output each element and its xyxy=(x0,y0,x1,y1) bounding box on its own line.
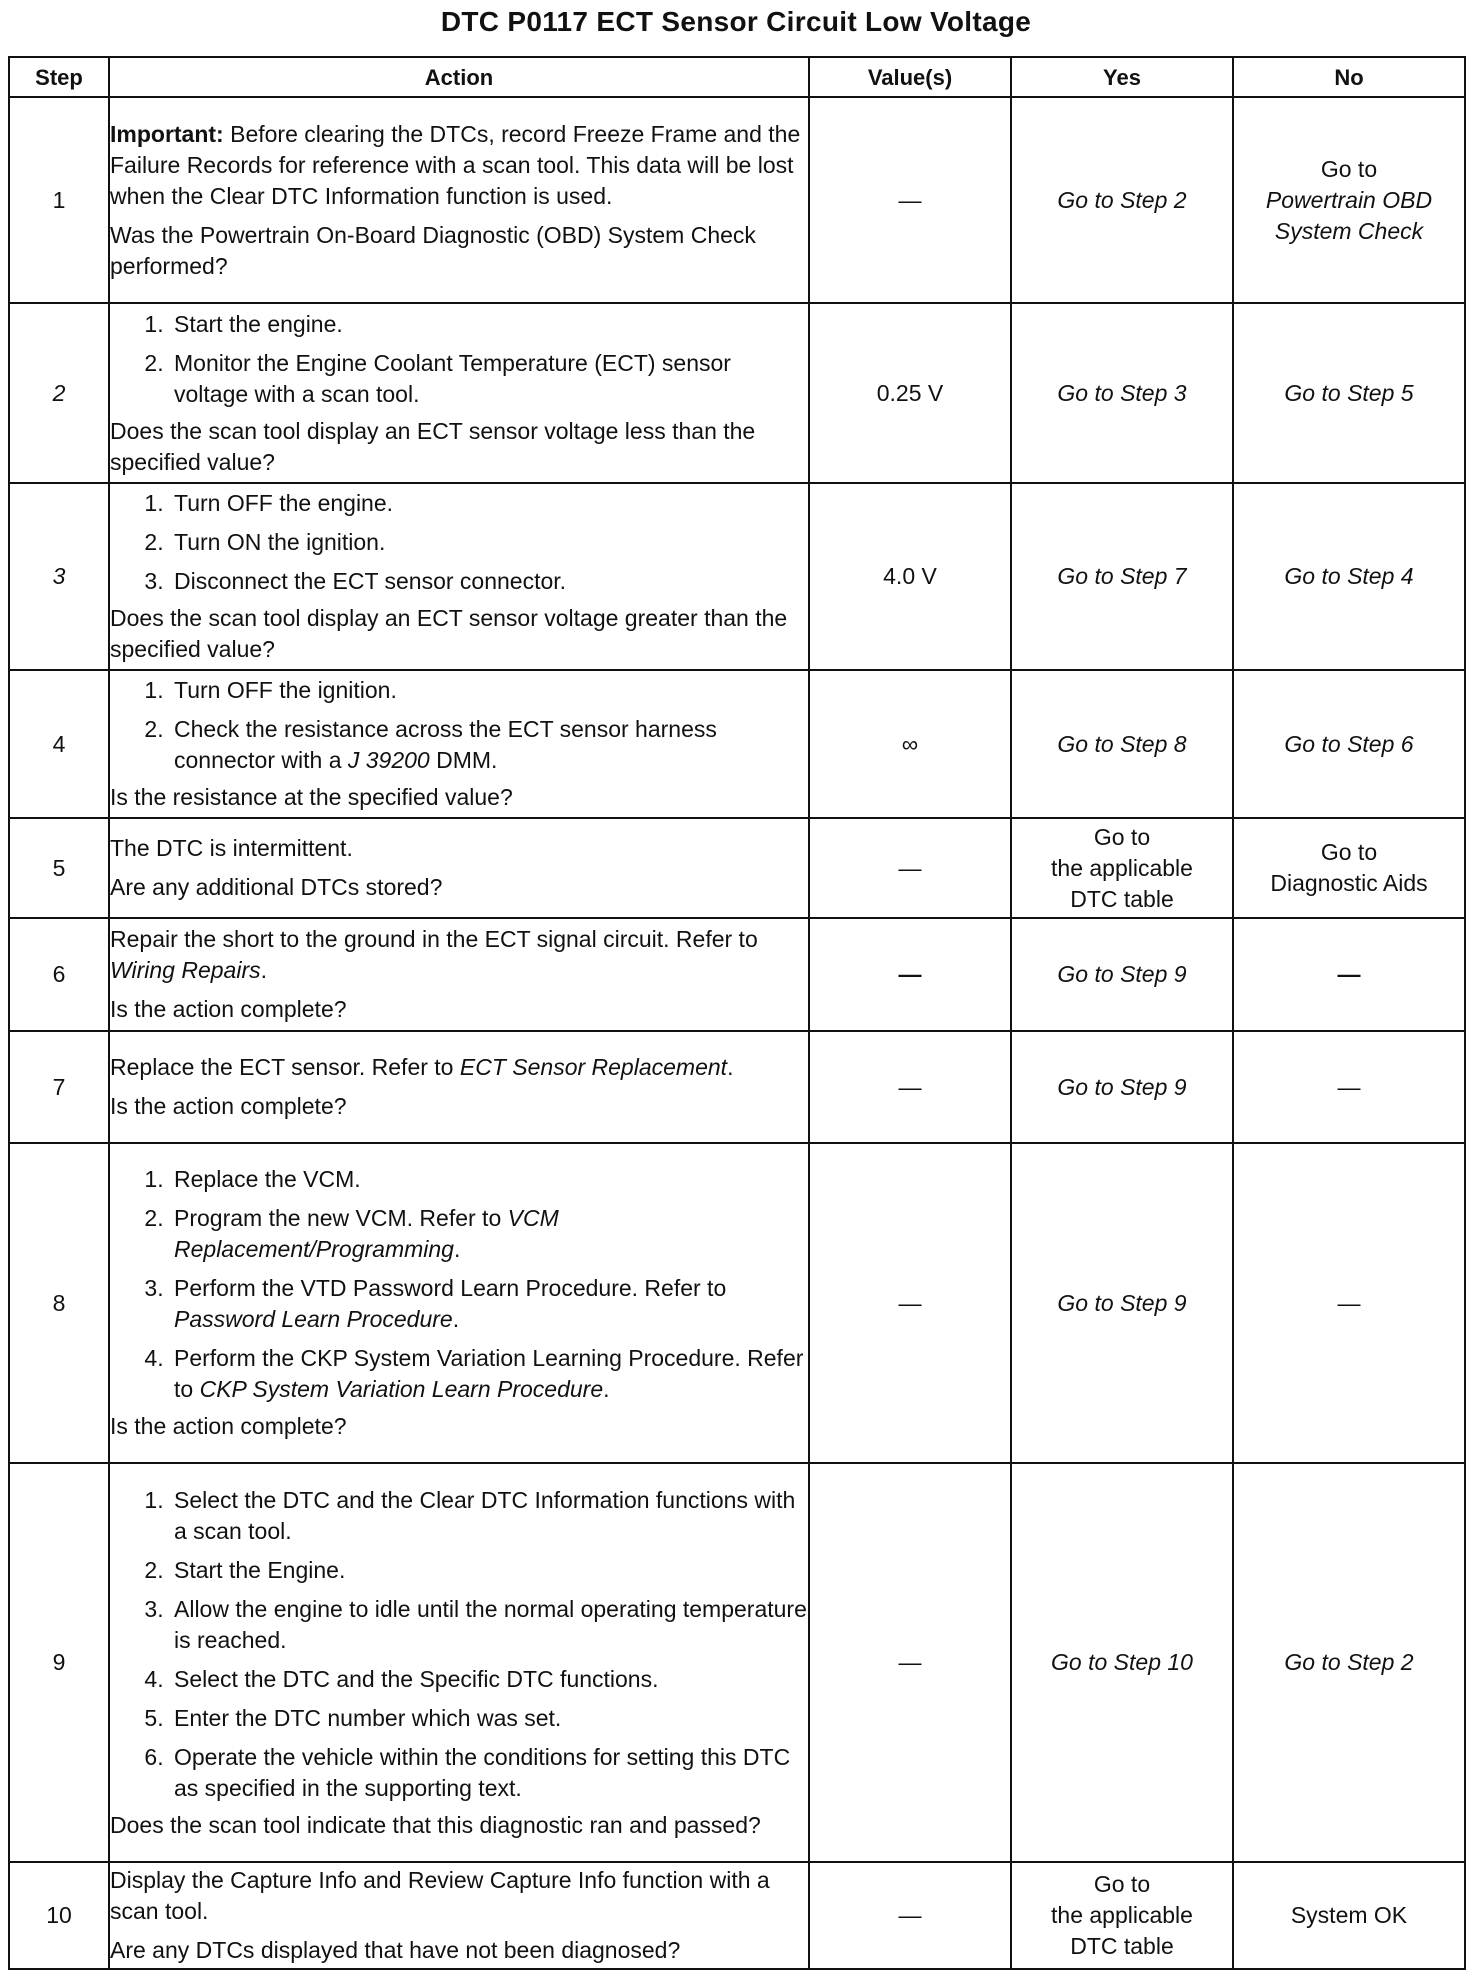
value-cell: — xyxy=(809,818,1011,918)
action-cell xyxy=(109,483,809,670)
list-item: 1. Replace the VCM. xyxy=(170,1164,808,1195)
action-cell xyxy=(109,1862,809,1969)
no-dash: — xyxy=(1337,961,1361,987)
value-cell: — xyxy=(809,1031,1011,1143)
table-row-step-6 xyxy=(9,918,1465,1031)
table-row-step-4 xyxy=(9,670,1465,818)
yes-cell xyxy=(1011,670,1233,818)
yes-link[interactable]: Go to Step 9 xyxy=(1057,1073,1187,1100)
header-action: Action xyxy=(109,57,809,97)
list-item: 2. Turn ON the ignition. xyxy=(170,527,808,558)
value-cell: 0.25 V xyxy=(809,303,1011,483)
question-text: Does the scan tool display an ECT sensor voltage less than the specified value? xyxy=(110,417,756,475)
list-item: 4. Select the DTC and the Specific DTC functions. xyxy=(170,1664,808,1695)
value-cell: 4.0 V xyxy=(809,483,1011,670)
question-text: Does the scan tool indicate that this diagnostic ran and passed? xyxy=(110,1811,761,1838)
yes-link[interactable]: Go to Step 9 xyxy=(1057,961,1187,987)
value-cell: — xyxy=(809,97,1011,303)
item-text: . xyxy=(453,1236,461,1262)
item-text: DMM. xyxy=(429,747,498,773)
header-yes: Yes xyxy=(1011,57,1233,97)
step-number: 1 xyxy=(9,97,109,303)
item-text: . xyxy=(603,1376,610,1402)
yes-cell xyxy=(1011,918,1233,1031)
list-item: 3. Disconnect the ECT sensor connector. xyxy=(170,566,808,597)
action-cell xyxy=(109,670,809,818)
action-text-post: . xyxy=(260,957,268,983)
yes-link[interactable]: Go to Step 3 xyxy=(1057,379,1187,406)
value-cell: ∞ xyxy=(809,670,1011,818)
reference-link[interactable]: Wiring Repairs xyxy=(110,957,261,983)
yes-cell xyxy=(1011,1143,1233,1463)
action-list xyxy=(110,488,808,597)
yes-cell xyxy=(1011,1862,1233,1969)
action-text-post: . xyxy=(727,1054,734,1080)
action-list xyxy=(110,309,808,410)
no-cell: System OK xyxy=(1233,1862,1465,1969)
no-cell xyxy=(1233,97,1465,303)
no-link[interactable]: Diagnostic Aids xyxy=(1270,870,1428,896)
no-link[interactable]: Go to Step 5 xyxy=(1284,379,1414,406)
reference-link[interactable]: VCM Replacement/Programming xyxy=(174,1205,559,1262)
reference-link[interactable]: ECT Sensor Replacement xyxy=(459,1054,728,1080)
question-text: Was the Powertrain On-Board Diagnostic (OBD) System Check performed? xyxy=(110,221,756,279)
no-cell xyxy=(1233,303,1465,483)
action-list xyxy=(110,1164,808,1405)
question-text: Is the action complete? xyxy=(110,996,347,1022)
header-no: No xyxy=(1233,57,1465,97)
yes-line-1: Go to xyxy=(1093,823,1151,850)
list-item: 3. Allow the engine to idle until the normal operating temperature is reached. xyxy=(170,1594,808,1656)
list-item xyxy=(170,1343,808,1405)
table-row-step-3 xyxy=(9,483,1465,670)
yes-link[interactable]: Go to Step 9 xyxy=(1057,1289,1187,1316)
no-link[interactable]: Go to Step 2 xyxy=(1284,1649,1414,1675)
action-cell xyxy=(109,818,809,918)
list-item: 1. Turn OFF the engine. xyxy=(170,488,808,519)
yes-line-3: DTC table xyxy=(1070,1933,1174,1959)
action-cell xyxy=(109,1463,809,1862)
action-cell xyxy=(109,303,809,483)
step-number: 6 xyxy=(9,918,109,1031)
question-text: Are any additional DTCs stored? xyxy=(110,874,443,900)
action-text xyxy=(110,1052,808,1083)
no-cell xyxy=(1233,818,1465,918)
tool-name: J 39200 xyxy=(347,747,430,773)
list-item: 6. Operate the vehicle within the conditions for setting this DTC as specified in the supporting text. xyxy=(170,1742,808,1804)
item-text: . xyxy=(452,1306,460,1332)
yes-cell xyxy=(1011,483,1233,670)
table-row-step-10 xyxy=(9,1862,1465,1969)
question-text: Are any DTCs displayed that have not been diagnosed? xyxy=(110,1937,681,1963)
no-cell xyxy=(1233,483,1465,670)
reference-link[interactable]: Password Learn Procedure xyxy=(174,1306,453,1332)
yes-line-1: Go to xyxy=(1093,1871,1151,1897)
action-text-pre: Replace the ECT sensor. Refer to xyxy=(110,1054,460,1080)
no-cell xyxy=(1233,670,1465,818)
item-text: Check the resistance across the ECT sensor harness connector with a xyxy=(174,716,717,773)
action-text xyxy=(110,924,808,986)
step-number: 7 xyxy=(9,1031,109,1143)
no-line-1: Go to xyxy=(1320,155,1378,182)
header-row xyxy=(9,57,1465,97)
action-list xyxy=(110,675,808,776)
diagnostic-table xyxy=(8,56,1466,1970)
yes-cell xyxy=(1011,1031,1233,1143)
action-text: Display the Capture Info and Review Capture Info function with a scan tool. xyxy=(110,1867,770,1924)
action-cell xyxy=(109,1031,809,1143)
step-number: 5 xyxy=(9,818,109,918)
value-cell: — xyxy=(809,1463,1011,1862)
page-title: DTC P0117 ECT Sensor Circuit Low Voltage xyxy=(440,6,1032,37)
value-cell: — xyxy=(809,1143,1011,1463)
table-row-step-7 xyxy=(9,1031,1465,1143)
value-cell: — xyxy=(809,1862,1011,1969)
header-step: Step xyxy=(9,57,109,97)
no-link[interactable]: Go to Step 4 xyxy=(1284,563,1414,589)
step-number: 2 xyxy=(9,303,109,483)
table-row-step-5 xyxy=(9,818,1465,918)
question-text: Is the action complete? xyxy=(110,1093,347,1119)
action-text-pre: Repair the short to the ground in the ECT signal circuit. Refer to xyxy=(110,926,758,952)
step-number: 4 xyxy=(9,670,109,818)
list-item: 1. Select the DTC and the Clear DTC Information functions with a scan tool. xyxy=(170,1485,808,1547)
important-note xyxy=(110,119,808,212)
important-text: Before clearing the DTCs, record Freeze Frame and the Failure Records for reference with a scan tool. This data will be lost when the Clear DTC Information function is used. xyxy=(110,120,801,209)
step-number: 10 xyxy=(9,1862,109,1969)
table-row-step-9 xyxy=(9,1463,1465,1862)
no-link-line-3[interactable]: System Check xyxy=(1274,217,1424,244)
item-text: Perform the CKP System Variation Learning Procedure. Refer to xyxy=(174,1345,804,1402)
yes-link[interactable]: Go to Step 10 xyxy=(1051,1649,1193,1675)
yes-link[interactable]: Go to Step 7 xyxy=(1057,563,1187,589)
action-list xyxy=(110,1485,808,1804)
yes-link[interactable]: Go to Step 2 xyxy=(1057,186,1187,213)
yes-line-2: the applicable xyxy=(1051,854,1193,881)
list-item xyxy=(170,1273,808,1335)
list-item: 1. Turn OFF the ignition. xyxy=(170,675,808,706)
yes-cell xyxy=(1011,818,1233,918)
no-line-1: Go to xyxy=(1320,839,1378,865)
no-cell xyxy=(1233,918,1465,1031)
action-cell xyxy=(109,97,809,303)
important-label: Important: xyxy=(110,120,224,147)
yes-cell xyxy=(1011,1463,1233,1862)
table-row-step-8 xyxy=(9,1143,1465,1463)
yes-cell xyxy=(1011,97,1233,303)
list-item: 2. Start the Engine. xyxy=(170,1555,808,1586)
list-item xyxy=(170,1203,808,1265)
yes-cell xyxy=(1011,303,1233,483)
table-row-step-2 xyxy=(9,303,1465,483)
question-text: Is the action complete? xyxy=(110,1413,347,1439)
item-text: Program the new VCM. Refer to xyxy=(174,1205,508,1231)
step-number: 3 xyxy=(9,483,109,670)
no-link-line-2[interactable]: Powertrain OBD xyxy=(1265,186,1433,213)
list-item: 2. Monitor the Engine Coolant Temperature (ECT) sensor voltage with a scan tool. xyxy=(170,348,808,410)
value-dash: — xyxy=(898,961,922,987)
yes-line-3: DTC table xyxy=(1070,885,1174,912)
no-link[interactable]: Go to Step 6 xyxy=(1284,730,1414,757)
step-number: 8 xyxy=(9,1143,109,1463)
reference-link[interactable]: CKP System Variation Learn Procedure xyxy=(199,1376,604,1402)
value-cell xyxy=(809,918,1011,1031)
no-cell xyxy=(1233,1463,1465,1862)
list-item: 1. Start the engine. xyxy=(170,309,808,340)
list-item: 5. Enter the DTC number which was set. xyxy=(170,1703,808,1734)
item-text: Perform the VTD Password Learn Procedure. Refer to xyxy=(174,1275,727,1301)
action-cell xyxy=(109,1143,809,1463)
step-number: 9 xyxy=(9,1463,109,1862)
action-text: The DTC is intermittent. xyxy=(110,835,353,861)
header-values: Value(s) xyxy=(809,57,1011,97)
question-text: Is the resistance at the specified value? xyxy=(110,784,513,810)
table-row-step-1 xyxy=(9,97,1465,303)
list-item xyxy=(170,714,808,776)
question-text: Does the scan tool display an ECT sensor voltage greater than the specified value? xyxy=(110,605,788,662)
no-cell: — xyxy=(1233,1031,1465,1143)
yes-line-2: the applicable xyxy=(1051,1902,1193,1928)
action-cell xyxy=(109,918,809,1031)
yes-link[interactable]: Go to Step 8 xyxy=(1057,730,1187,757)
no-cell: — xyxy=(1233,1143,1465,1463)
